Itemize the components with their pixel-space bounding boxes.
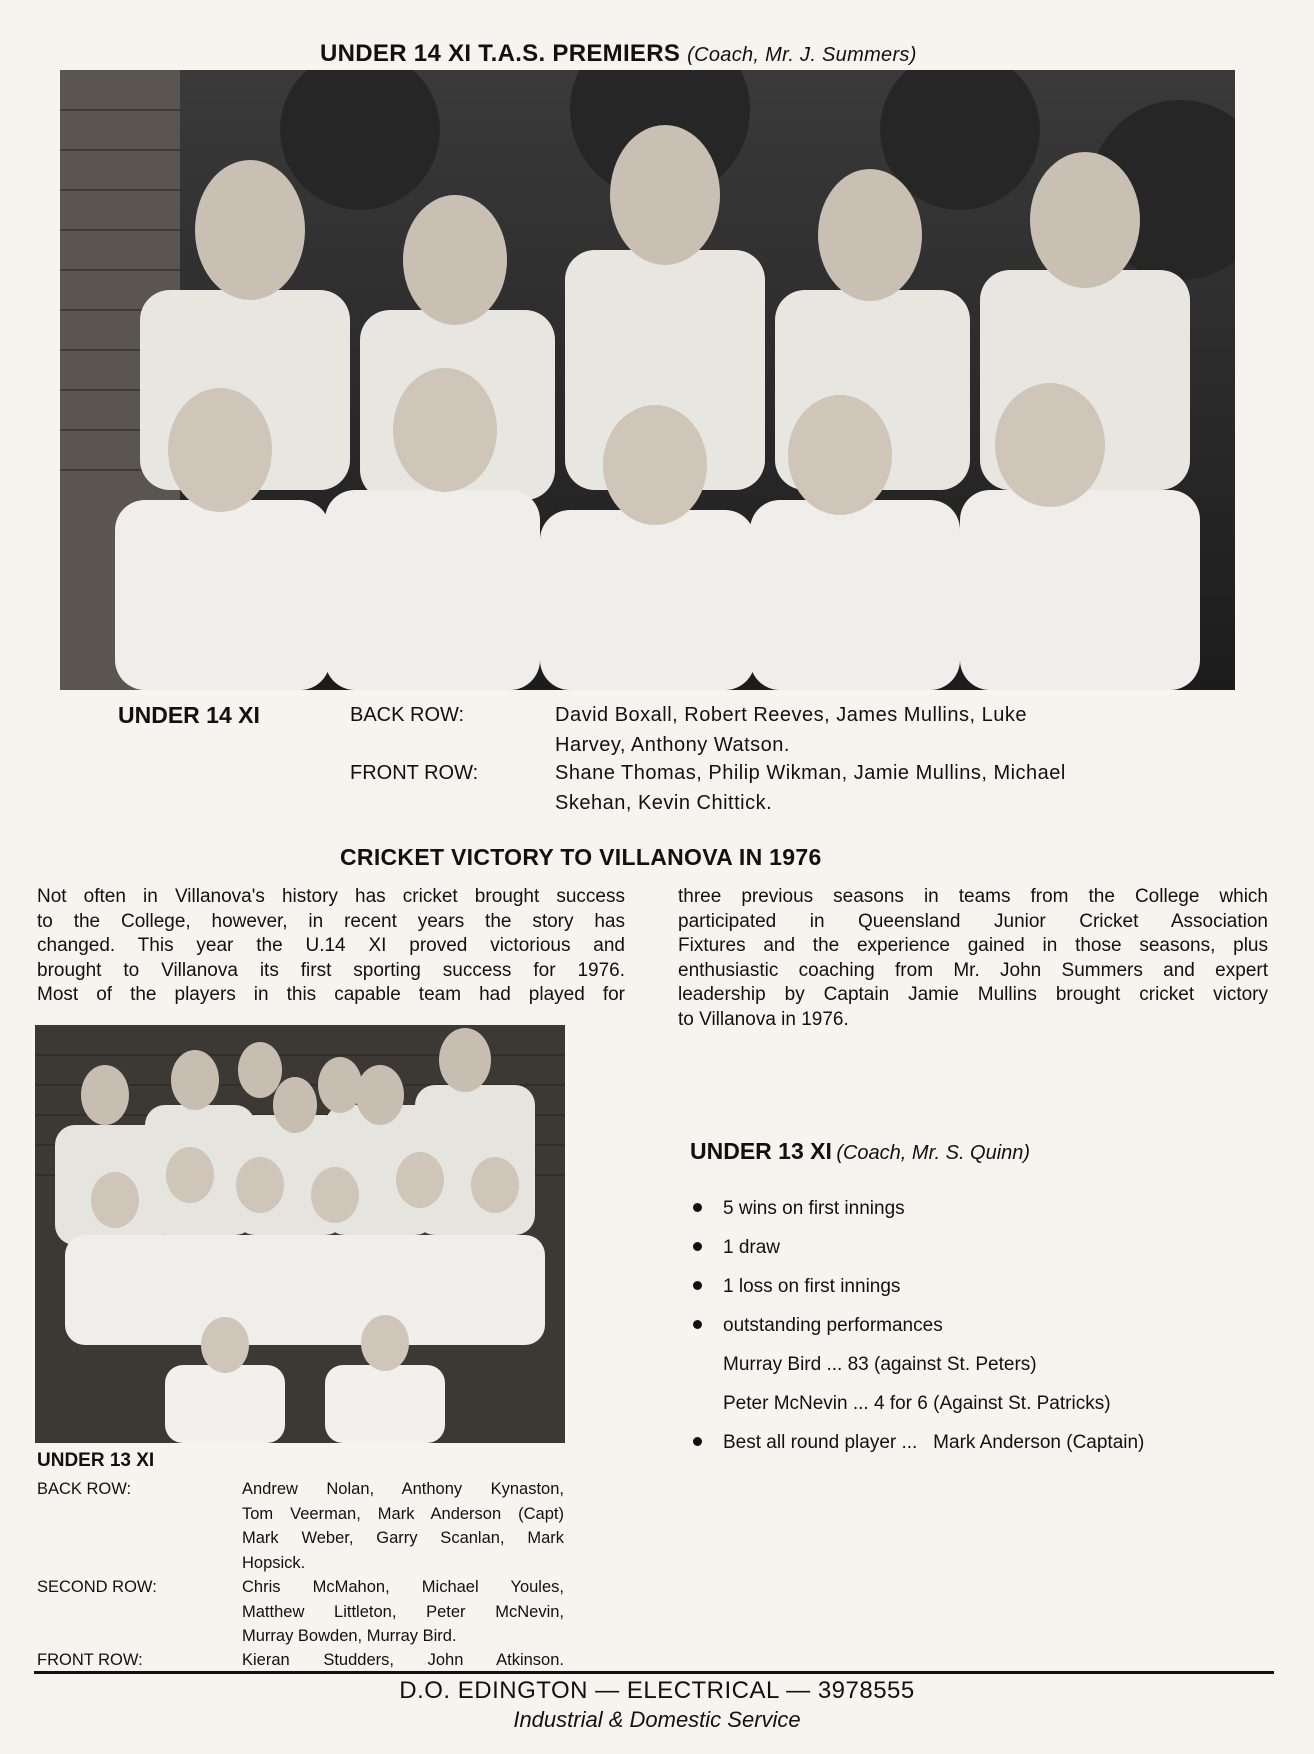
article-line: Not often in Villanova's history has cricket brought success (37, 886, 625, 907)
list-item-text: 5 wins on first innings (723, 1198, 905, 1219)
u13-team-photo (35, 1025, 565, 1443)
article-line: to the College, however, in recent years the story has (37, 910, 625, 932)
performance-text: Peter McNevin ... 4 for 6 (Against St. Patricks) (723, 1393, 1111, 1414)
u14-caption-title: UNDER 14 XI (118, 702, 260, 728)
article-line: Most of the players in this capable team had played for (37, 984, 625, 1005)
u14-heading (320, 40, 917, 68)
best-player-name: Mark Anderson (Captain) (933, 1432, 1145, 1453)
bullet-icon (693, 1320, 702, 1329)
article-line: changed. This year the U.14 XI proved victorious and (37, 935, 625, 956)
article-column-1 (37, 885, 625, 1008)
u13-names-line: Murray Bowden, Murray Bird. (242, 1627, 457, 1645)
u13-caption-title: UNDER 13 XI (37, 1450, 155, 1471)
u13-heading (690, 1138, 1030, 1165)
u13-names-line: Kieran Studders, John Atkinson. (242, 1651, 564, 1669)
u14-front-names-line: Skehan, Kevin Chittick. (555, 792, 773, 814)
u13-names-line: Tom Veerman, Mark Anderson (Capt) (242, 1504, 564, 1523)
u13-coach: (Coach, Mr. S. Quinn) (836, 1142, 1031, 1164)
u14-heading-text: UNDER 14 XI T.A.S. PREMIERS (320, 40, 681, 67)
bullet-icon (693, 1242, 702, 1251)
footer-divider (34, 1671, 1274, 1674)
u13-names-line: Matthew Littleton, Peter McNevin, (242, 1602, 564, 1621)
u13-names-line: Andrew Nolan, Anthony Kynaston, (242, 1480, 564, 1498)
article-heading: CRICKET VICTORY TO VILLANOVA IN 1976 (340, 844, 822, 870)
u14-back-row-label: BACK ROW: (350, 704, 465, 726)
performance-text: Murray Bird ... 83 (against St. Peters) (723, 1354, 1037, 1375)
article-line: enthusiastic coaching from Mr. John Summers and expert (678, 959, 1268, 981)
u13-back-row-label: BACK ROW: (37, 1480, 132, 1498)
list-item (693, 1393, 1253, 1432)
article-line: three previous seasons in teams from the College which (678, 886, 1268, 907)
u13-second-row-label: SECOND ROW: (37, 1578, 157, 1596)
article-line: participated in Queensland Junior Cricket Association (678, 910, 1268, 932)
u14-coach: (Coach, Mr. J. Summers) (687, 44, 917, 66)
article-column-2 (678, 885, 1268, 1032)
u14-front-names-line: Shane Thomas, Philip Wikman, Jamie Mullins, Michael (555, 762, 1066, 784)
article-line: leadership by Captain Jamie Mullins brought cricket victory (678, 984, 1268, 1005)
u13-front-row-names (242, 1648, 564, 1673)
footer-line-2: Industrial & Domestic Service (513, 1707, 801, 1732)
u13-heading-text: UNDER 13 XI (690, 1138, 832, 1164)
list-item (693, 1315, 1253, 1354)
u14-back-names-line: Harvey, Anthony Watson. (555, 734, 790, 756)
u14-team-photo (60, 70, 1235, 690)
footer-line-1: D.O. EDINGTON — ELECTRICAL — 3978555 (399, 1677, 915, 1704)
list-item (693, 1237, 1253, 1276)
bullet-icon (693, 1203, 702, 1212)
best-player-label: Best all round player ... (723, 1432, 918, 1453)
article-line: brought to Villanova its first sporting success for 1976. (37, 959, 625, 981)
list-item-text: 1 loss on first innings (723, 1276, 901, 1297)
list-item (693, 1354, 1253, 1393)
u14-front-row-names (555, 758, 1066, 818)
article-line: Fixtures and the experience gained in those seasons, plus (678, 935, 1268, 956)
u14-back-names-line: David Boxall, Robert Reeves, James Mullins, Luke (555, 704, 1027, 726)
u13-second-row-names (242, 1575, 564, 1649)
u13-back-row-names (242, 1477, 564, 1575)
u13-front-row-label: FRONT ROW: (37, 1651, 143, 1669)
best-player-text (723, 1432, 1144, 1454)
list-item (693, 1432, 1253, 1471)
list-item-text: outstanding performances (723, 1315, 943, 1336)
u13-names-line: Chris McMahon, Michael Youles, (242, 1578, 564, 1596)
u13-names-line: Hopsick. (242, 1553, 306, 1572)
bullet-icon (693, 1437, 702, 1446)
list-item-text: 1 draw (723, 1237, 781, 1258)
u14-back-row-names (555, 700, 1027, 760)
u13-names-line: Mark Weber, Garry Scanlan, Mark (242, 1529, 564, 1547)
u13-results-list (693, 1198, 1253, 1471)
list-item (693, 1276, 1253, 1315)
u14-front-row-label: FRONT ROW: (350, 762, 479, 784)
article-line: to Villanova in 1976. (678, 1008, 849, 1030)
list-item (693, 1198, 1253, 1237)
footer-advert (0, 1676, 1314, 1734)
bullet-icon (693, 1281, 702, 1290)
